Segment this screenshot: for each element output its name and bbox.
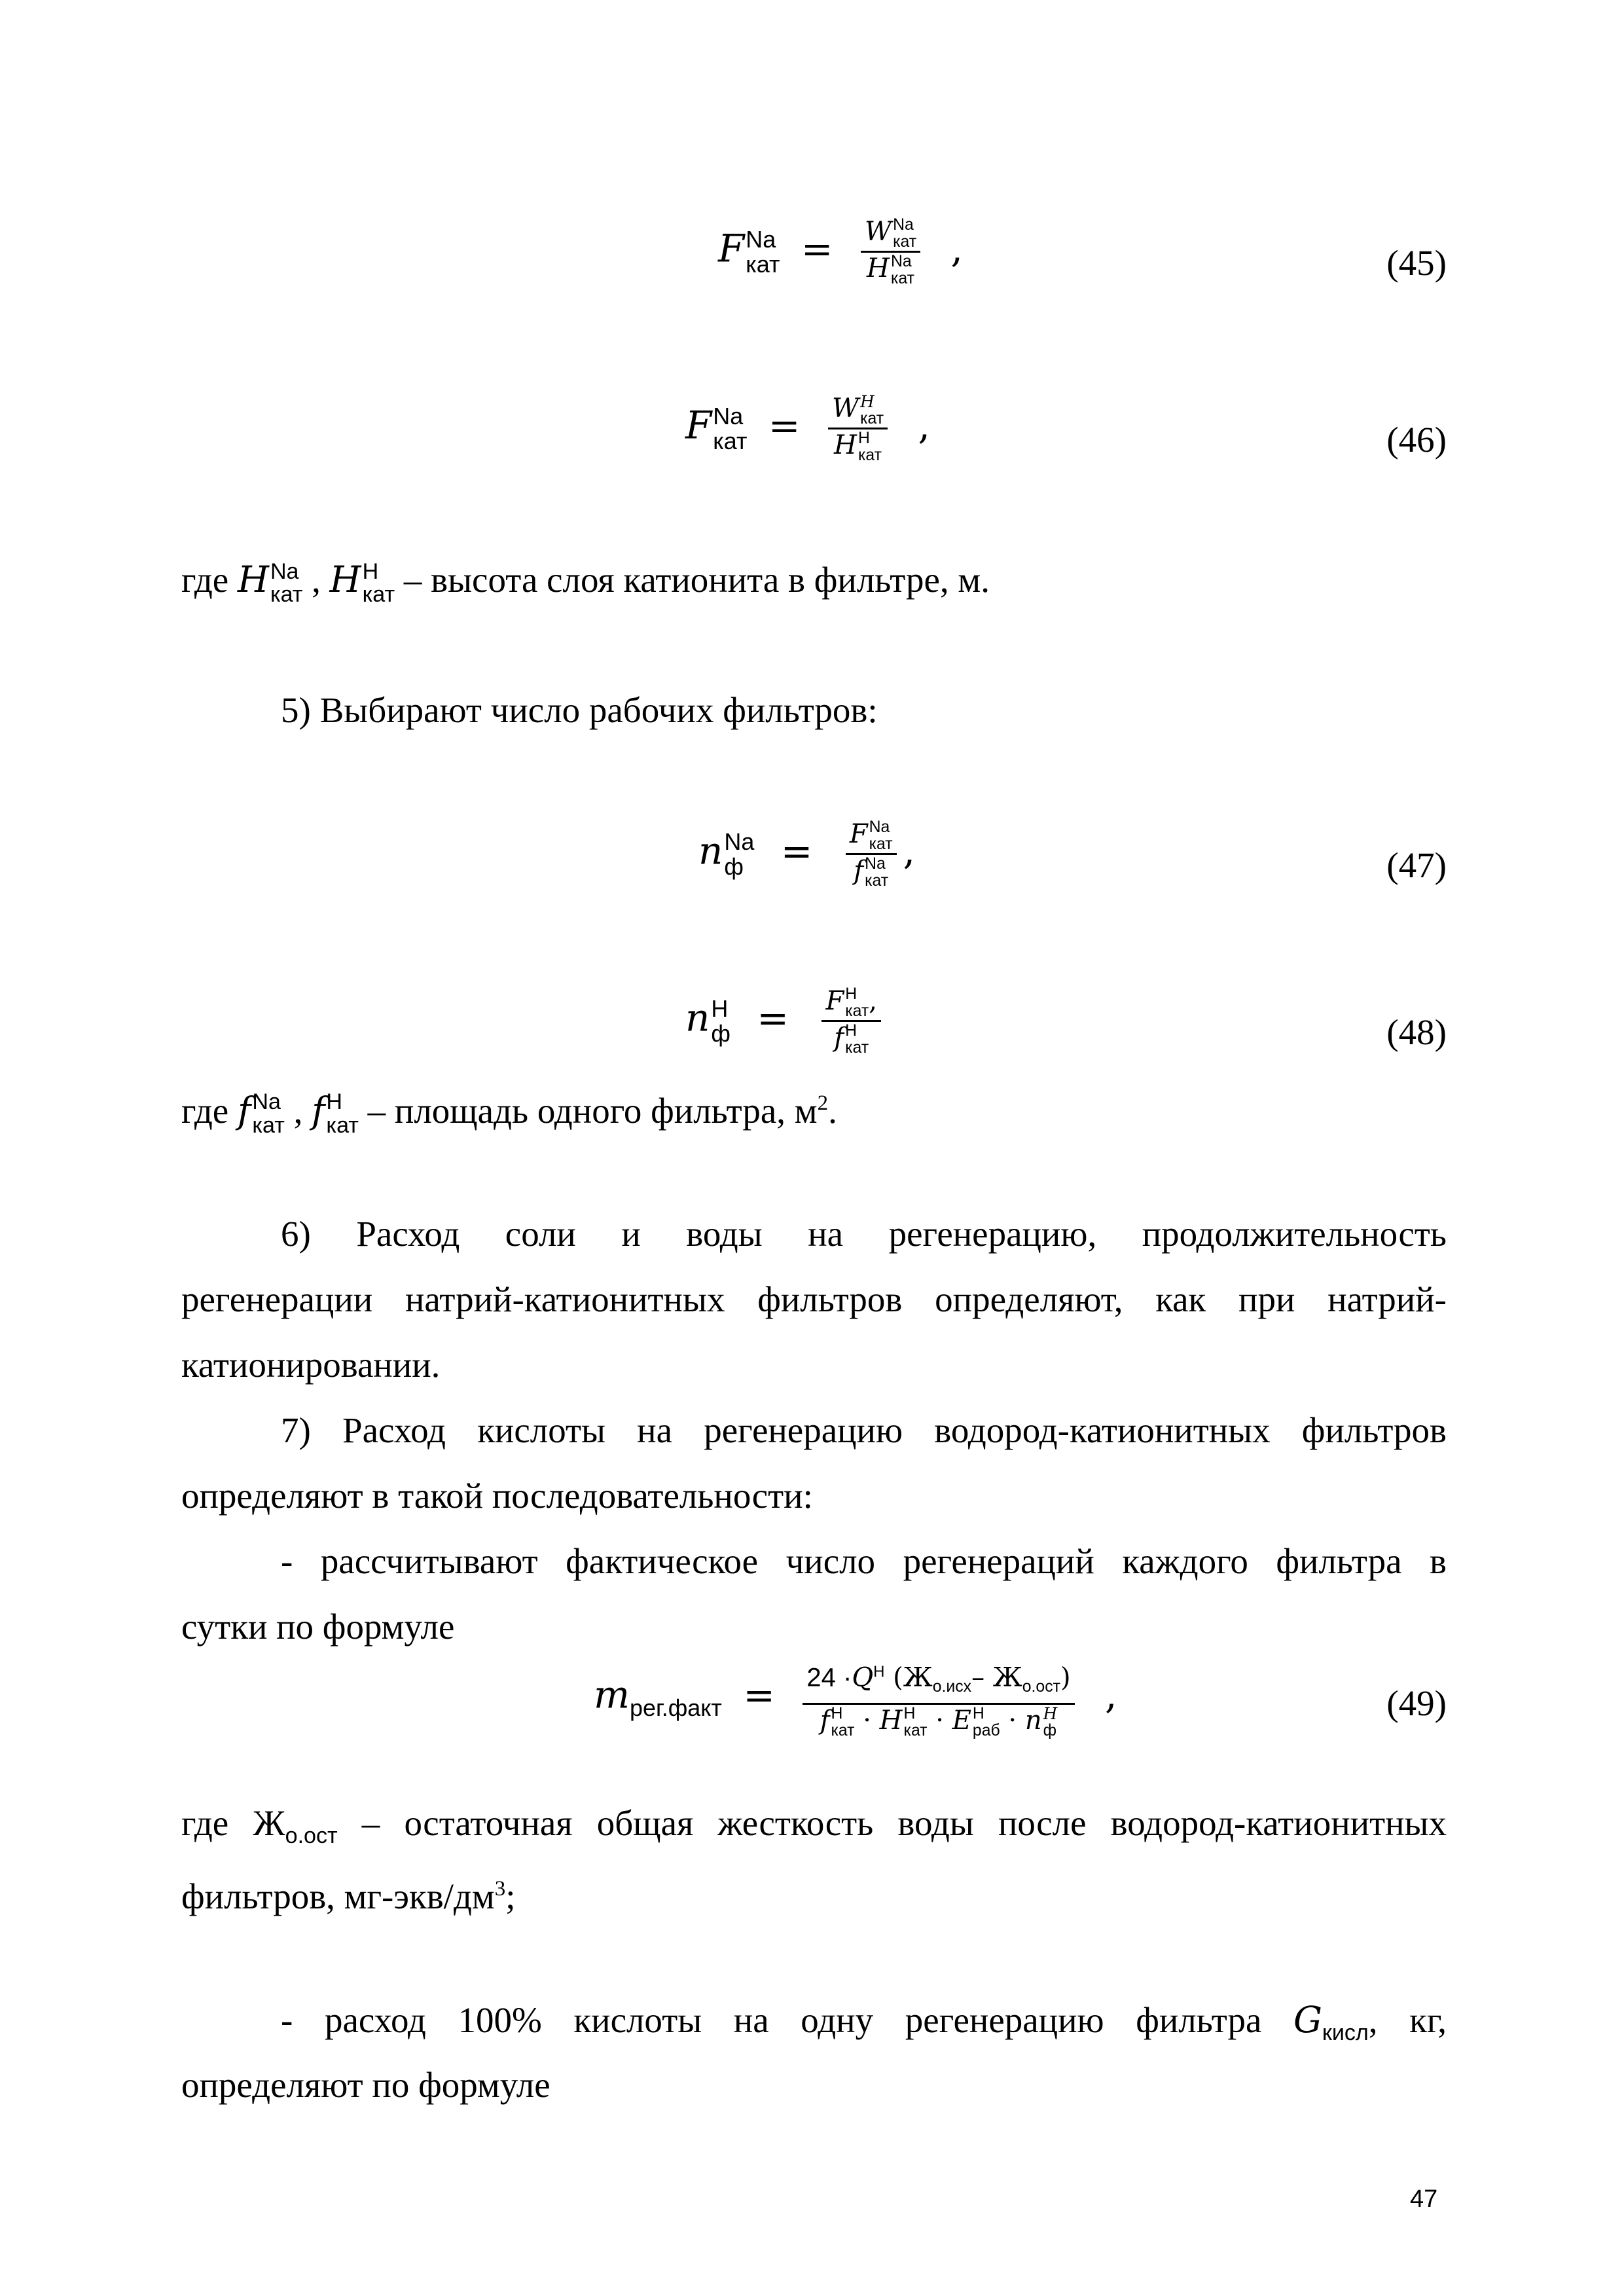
equation-number: (48) — [1386, 1012, 1447, 1052]
paragraph-where-hardness-line1: где $Ж_{о.ост}$ – остаточная общая жесткость воды после водород-катионитных — [181, 1803, 1447, 1848]
equation-number: (45) — [1386, 243, 1447, 283]
paragraph-bullet-1-line2: сутки по формуле — [181, 1607, 455, 1647]
fraction: W Na кат H Na кат — [861, 216, 920, 287]
paragraph-bullet-2-line1: - расход 100% кислоты на одну регенерацию фильтра $G_{кисл}$, кг, — [281, 1999, 1447, 2045]
equation-number: (47) — [1386, 845, 1447, 885]
equation-number: (46) — [1386, 420, 1447, 460]
fraction: W H кат H H кат — [828, 393, 888, 464]
paragraph-step-7-line2: определяют в такой последовательности: — [181, 1476, 813, 1516]
paragraph-step-6-line3: катионировании. — [181, 1345, 441, 1385]
paragraph-where-f: где f Na кат , f H кат – площадь одного фильтра, $м^2$. — [181, 1089, 837, 1139]
fraction: F H кат , f H кат — [821, 985, 880, 1057]
formula-45: F Na кат = W Na кат H Na кат , — [718, 215, 963, 288]
formula-46: F Na кат = W H кат H H кат , — [685, 392, 930, 465]
formula-47: n Na ф = F Na кат f Na кат , — [698, 818, 916, 890]
paragraph-step-5: 5) Выбирают число рабочих фильтров: — [281, 690, 878, 730]
formula-49: $m_{рег.факт}$ = $24 \cdot Q^H$ ($Ж_{о.исх}-$ $Ж_{о.ост}$) f H кат · H H кат · E H раб · n H ф , — [594, 1656, 1117, 1740]
paragraph-where-hardness-line2: фильтров, $мг-экв/дм^3$; — [181, 1876, 516, 1916]
equation-46 — [181, 380, 1447, 511]
paragraph-bullet-1-line1: - рассчитывают фактическое число регенераций каждого фильтра в — [281, 1541, 1447, 1581]
equation-47 — [181, 805, 1447, 936]
paragraph-where-h: где H Na кат , H H кат – высота слоя катионита в фильтре, м. — [181, 558, 990, 608]
paragraph-step-6-line2: регенерации натрий-катионитных фильтров определяют, как при натрий- — [181, 1279, 1447, 1319]
fraction: F Na кат f Na кат — [846, 818, 897, 890]
paragraph-bullet-2-line2: определяют по формуле — [181, 2065, 550, 2105]
formula-48: n H ф = F H кат , f H кат — [685, 985, 888, 1057]
equation-45 — [181, 203, 1447, 334]
equation-number: (49) — [1386, 1683, 1447, 1723]
paragraph-step-7-line1: 7) Расход кислоты на регенерацию водород-катионитных фильтров — [281, 1410, 1447, 1450]
page-number: 47 — [1410, 2185, 1438, 2213]
paragraph-step-6-line1: 6) Расход соли и воды на регенерацию, продолжительность — [281, 1214, 1447, 1254]
fraction: $24 \cdot Q^H$ ($Ж_{о.исх}-$ $Ж_{о.ост}$) f H кат · H H кат · E H раб · n H ф — [803, 1656, 1074, 1740]
equation-49 — [181, 1643, 1447, 1774]
